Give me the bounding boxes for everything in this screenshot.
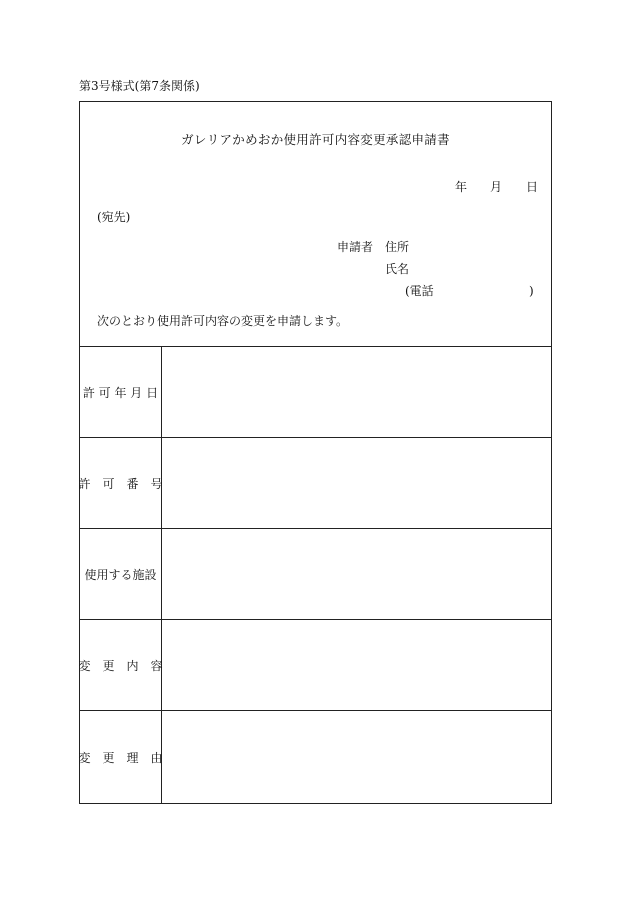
- facility-label: 使用する施設: [80, 529, 162, 619]
- change-reason-label: 変 更 理 由: [80, 711, 162, 803]
- table-row: [80, 711, 551, 803]
- document-title: ガレリアかめおか使用許可内容変更承認申請書: [181, 132, 450, 147]
- addressee-label: (宛先): [97, 210, 131, 224]
- change-details-field[interactable]: [163, 620, 551, 710]
- application-form: [79, 101, 552, 804]
- phone-close-paren: ): [529, 284, 534, 298]
- table-row: [80, 347, 551, 438]
- address-label: 住所: [385, 240, 410, 254]
- date-month-label: 月: [490, 180, 503, 194]
- change-details-label: 変 更 内 容: [80, 620, 162, 710]
- permit-number-field[interactable]: [163, 438, 551, 528]
- form-number: 第3号様式(第7条関係): [79, 79, 200, 93]
- name-label: 氏名: [385, 262, 410, 276]
- permit-date-label: 許 可 年 月 日: [80, 347, 162, 437]
- date-year-label: 年: [455, 180, 468, 194]
- change-reason-field[interactable]: [163, 711, 551, 803]
- table-row: [80, 529, 551, 620]
- date-day-label: 日: [526, 180, 539, 194]
- table-row: [80, 438, 551, 529]
- phone-label: (電話: [405, 284, 434, 298]
- facility-field[interactable]: [163, 529, 551, 619]
- table-row: [80, 620, 551, 711]
- permit-date-field[interactable]: [163, 347, 551, 437]
- application-statement: 次のとおり使用許可内容の変更を申請します。: [97, 314, 349, 328]
- form-header-section: [80, 102, 551, 347]
- applicant-label: 申請者: [337, 240, 374, 254]
- permit-number-label: 許 可 番 号: [80, 438, 162, 528]
- detail-table: [80, 347, 551, 803]
